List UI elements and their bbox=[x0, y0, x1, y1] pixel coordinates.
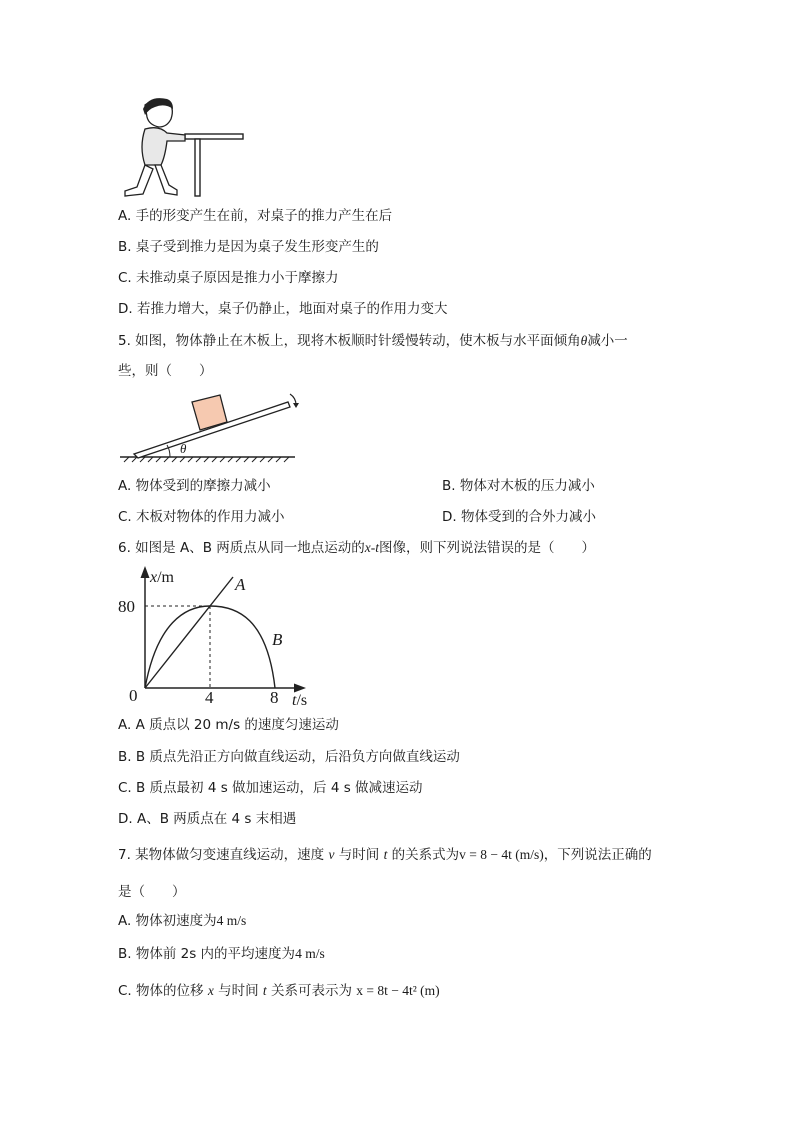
q7-option-b: B. 物体前 2s 内的平均速度为4 m/s bbox=[118, 946, 325, 962]
q5-figure-theta: θ bbox=[180, 441, 187, 456]
origin-label: 0 bbox=[129, 686, 138, 705]
q6-option-a: A. A 质点以 20 m/s 的速度匀速运动 bbox=[118, 717, 339, 733]
q4-option-b: B. 桌子受到推力是因为桌子发生形变产生的 bbox=[118, 239, 379, 255]
q7-option-c: C. 物体的位移 x 与时间 t 关系可表示为 x = 8t − 4t² (m) bbox=[118, 983, 440, 999]
x-tick-4: 4 bbox=[205, 688, 214, 707]
q7-stem-line1: 7. 某物体做匀变速直线运动，速度 v 与时间 t 的关系式为v = 8 − 4t (m/s)，下列说法正确的 bbox=[118, 847, 652, 863]
xt-graph bbox=[115, 568, 315, 708]
x-axis-label: t/s bbox=[292, 692, 308, 709]
q4-option-d: D. 若推力增大，桌子仍静止，地面对桌子的作用力变大 bbox=[118, 301, 448, 317]
q7-stem-line2: 是（ ） bbox=[118, 884, 186, 900]
q4-option-c: C. 未推动桌子原因是推力小于摩擦力 bbox=[118, 270, 339, 286]
line-a-label: A bbox=[235, 575, 246, 594]
q6-option-d: D. A、B 两质点在 4 s 末相遇 bbox=[118, 811, 297, 827]
y-axis-label: x/m bbox=[150, 569, 174, 586]
q6-option-c: C. B 质点最初 4 s 做加速运动，后 4 s 做减速运动 bbox=[118, 780, 423, 796]
q5-option-c: C. 木板对物体的作用力减小 bbox=[118, 509, 285, 525]
q7-option-a: A. 物体初速度为4 m/s bbox=[118, 913, 247, 929]
q6-option-b: B. B 质点先沿正方向做直线运动，后沿负方向做直线运动 bbox=[118, 749, 460, 765]
q4-option-a: A. 手的形变产生在前，对桌子的推力产生在后 bbox=[118, 208, 393, 224]
q5-option-a: A. 物体受到的摩擦力减小 bbox=[118, 478, 271, 494]
boy-pushing-table-figure bbox=[115, 95, 245, 200]
y-tick-80: 80 bbox=[118, 597, 135, 616]
curve-b-label: B bbox=[272, 630, 283, 649]
q5-option-b: B. 物体对木板的压力减小 bbox=[442, 478, 595, 494]
q7-formula: v = 8 − 4t (m/s) bbox=[459, 847, 544, 862]
q6-stem: 6. 如图是 A、B 两质点从同一地点运动的x-t图像，则下列说法错误的是（ ） bbox=[118, 540, 596, 556]
q5-stem-line1: 5. 如图，物体静止在木板上，现将木板顺时针缓慢转动，使木板与水平面倾角θ减小一 bbox=[118, 333, 628, 349]
inclined-board-figure bbox=[120, 392, 300, 464]
q5-option-d: D. 物体受到的合外力减小 bbox=[442, 509, 596, 525]
q5-stem-line2: 些，则（ ） bbox=[118, 363, 213, 379]
q7-c-formula: x = 8t − 4t² (m) bbox=[356, 983, 440, 998]
line-a bbox=[145, 577, 233, 688]
x-tick-8: 8 bbox=[270, 688, 279, 707]
